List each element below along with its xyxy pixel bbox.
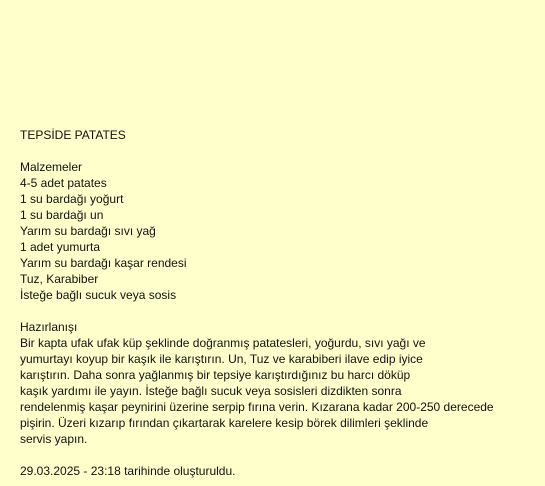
spacer (20, 143, 540, 159)
recipe-document (20, 127, 540, 479)
preparation-heading: Hazırlanışı (20, 320, 78, 334)
ingredient-item: Yarım su bardağı sıvı yağ (20, 224, 156, 238)
ingredient-item: Yarım su bardağı kaşar rendesi (20, 256, 187, 270)
spacer (20, 303, 540, 319)
ingredient-item: 1 su bardağı yoğurt (20, 192, 124, 206)
preparation-line: Bir kapta ufak ufak küp şeklinde doğranmış patatesleri, yoğurdu, sıvı yağı ve (20, 336, 426, 350)
preparation-line: yumurtayı koyup bir kaşık ile karıştırın. Un, Tuz ve karabiberi ilave edip iyice (20, 352, 423, 366)
ingredient-item: İsteğe bağlı sucuk veya sosis (20, 288, 177, 302)
preparation-line: servis yapın. (20, 432, 88, 446)
ingredient-item: 1 adet yumurta (20, 240, 101, 254)
ingredient-item: 1 su bardağı un (20, 208, 104, 222)
created-timestamp: 29.03.2025 - 23:18 tarihinde oluşturuldu. (20, 464, 236, 478)
ingredients-heading: Malzemeler (20, 160, 83, 174)
recipe-title: TEPSİDE PATATES (20, 128, 126, 142)
preparation-line: karıştırın. Daha sonra yağlanmış bir tepsiye karıştırdığınız bu harcı döküp (20, 368, 411, 382)
ingredient-item: Tuz, Karabiber (20, 272, 99, 286)
preparation-line: pişirin. Üzeri kızarıp fırından çıkartarak karelere kesip börek dilimleri şeklinde (20, 416, 429, 430)
preparation-line: rendelenmiş kaşar peynirini üzerine serpip fırına verin. Kızarana kadar 200-250 derecede (20, 400, 494, 414)
preparation-line: kaşık yardımı ile yayın. İsteğe bağlı sucuk veya sosisleri dizdikten sonra (20, 384, 402, 398)
ingredient-item: 4-5 adet patates (20, 176, 107, 190)
spacer (20, 447, 540, 463)
